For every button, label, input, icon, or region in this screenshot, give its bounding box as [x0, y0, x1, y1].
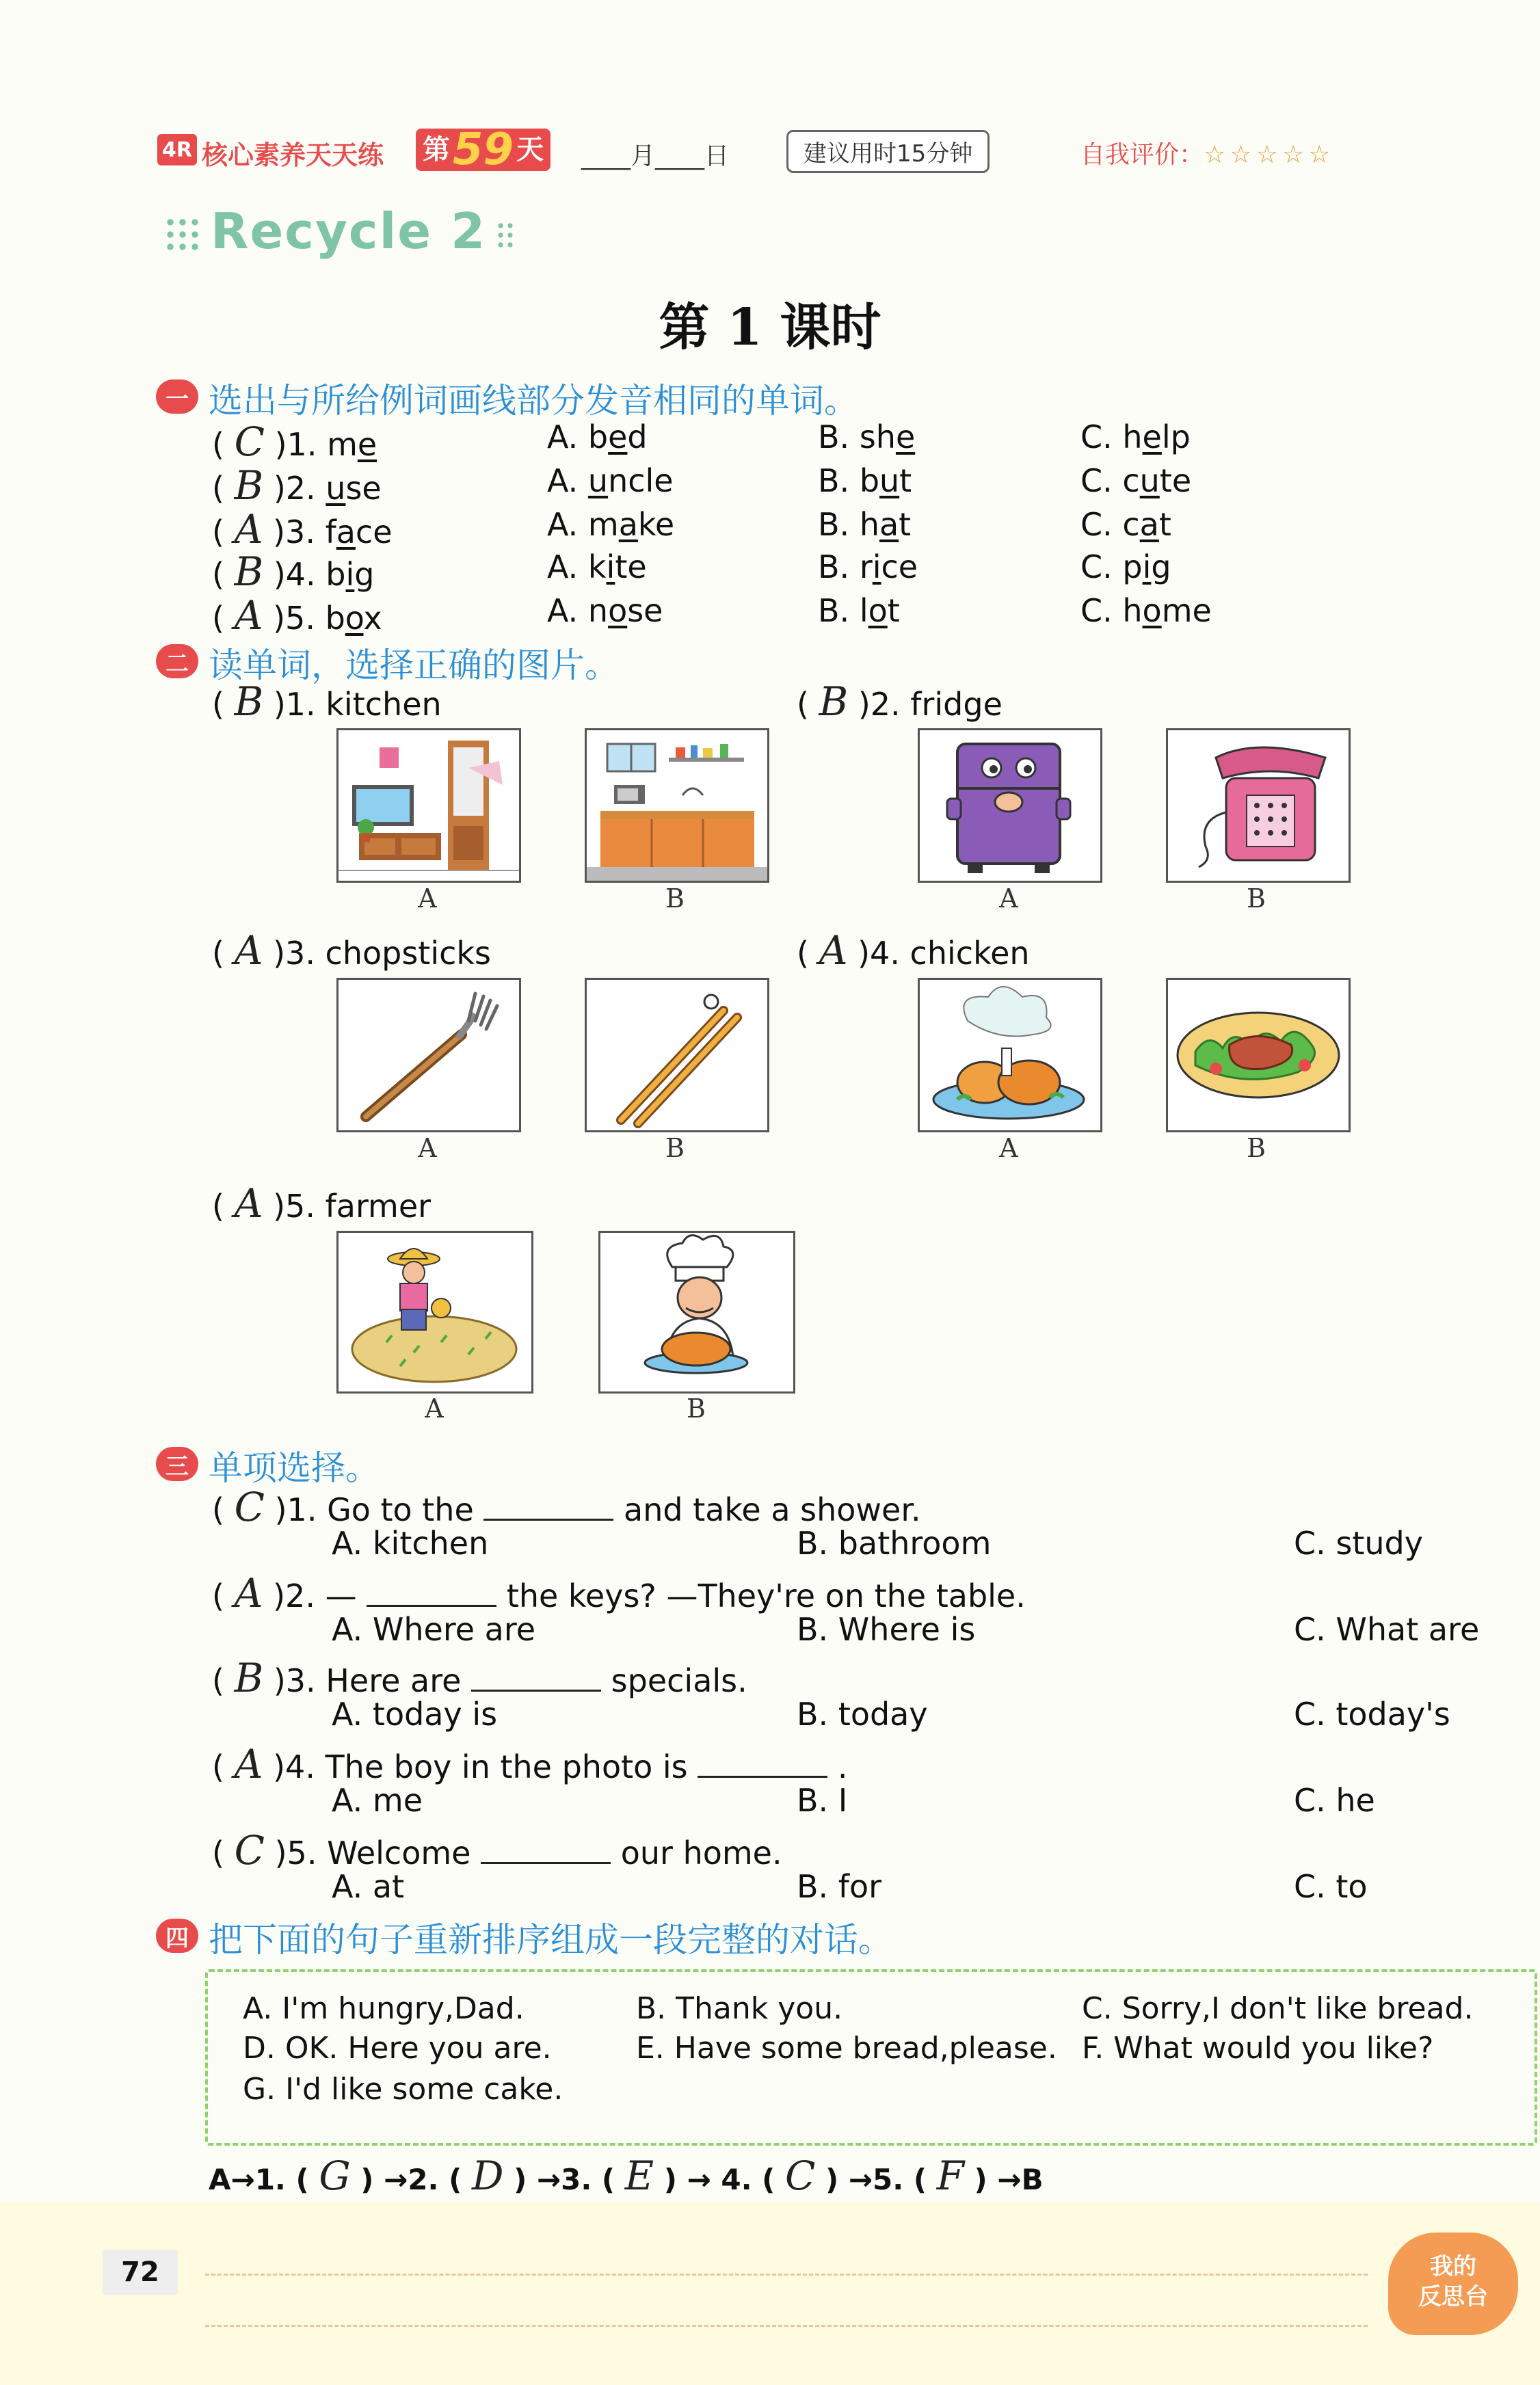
- question-number: 4.: [285, 556, 316, 593]
- question-number: 2.: [285, 1577, 315, 1614]
- picture-question-4: ( A )4. chicken: [797, 927, 1030, 974]
- question-word: 1. kitchen: [285, 686, 442, 723]
- option-b[interactable]: B. today: [797, 1696, 928, 1733]
- option-b[interactable]: B. lot: [818, 592, 900, 629]
- order-answer-2[interactable]: D: [471, 2153, 504, 2199]
- question-number: 3.: [285, 514, 315, 550]
- option-c[interactable]: C. pig: [1080, 548, 1171, 585]
- unit-title: [164, 202, 515, 260]
- dots-icon: [496, 221, 515, 248]
- option-a[interactable]: A. kitchen: [332, 1525, 489, 1562]
- option-a[interactable]: A. nose: [547, 592, 663, 629]
- self-eval-label: 自我评价：: [1080, 141, 1204, 169]
- question-number: 4.: [285, 1748, 315, 1785]
- option-label-b: B: [1247, 883, 1266, 914]
- farmer-picture[interactable]: [336, 1231, 533, 1394]
- question-number: 2.: [285, 470, 316, 507]
- question-word: 5. farmer: [285, 1188, 432, 1225]
- option-b[interactable]: B. hat: [818, 506, 912, 543]
- answer-5[interactable]: A: [234, 1180, 263, 1227]
- time-hint: 建议用时15分钟: [786, 130, 990, 173]
- mcq-question: ( A )2. — the keys? —They're on the table.: [212, 1570, 1026, 1616]
- order-sequence: A→1. ( G ) →2. ( D ) →3. ( E ) → 4. ( C ) →5. ( F ) →B: [209, 2153, 1044, 2199]
- mcq-answer[interactable]: A: [234, 1570, 263, 1616]
- day-suffix: 天: [516, 134, 544, 165]
- sequence-step-4: → 4.: [687, 2163, 752, 2196]
- roast-chicken-picture[interactable]: [918, 978, 1102, 1132]
- telephone-picture[interactable]: [1166, 728, 1351, 883]
- option-label-a: A: [418, 883, 437, 914]
- section1-title: 选出与所给例词画线部分发音相同的单词。: [209, 381, 858, 421]
- phonics-answer[interactable]: B: [234, 462, 264, 509]
- mcq-answer[interactable]: C: [234, 1827, 265, 1874]
- sequence-step-1: →1.: [230, 2163, 286, 2196]
- question-number: 1.: [287, 426, 317, 463]
- question-stem-end: the keys? —They're on the table.: [506, 1577, 1026, 1614]
- option-b[interactable]: B. I: [797, 1782, 848, 1819]
- sequence-start: A: [209, 2163, 231, 2196]
- phonics-question: ( A )3. face: [212, 506, 393, 552]
- answer-blank[interactable]: [481, 1862, 611, 1864]
- phonics-question: ( A )5. box: [212, 592, 382, 639]
- option-b[interactable]: B. bathroom: [797, 1525, 992, 1562]
- question-word: 2. fridge: [870, 686, 1003, 723]
- option-b[interactable]: B. rice: [818, 548, 918, 585]
- phonics-question: ( C )1. me: [212, 418, 377, 465]
- question-stem-end: our home.: [620, 1835, 782, 1871]
- mcq-question: ( C )5. Welcome our home.: [212, 1827, 782, 1874]
- sentence-g: G. I'd like some cake.: [243, 2072, 563, 2107]
- sequence-end: →B: [997, 2163, 1044, 2196]
- fridge-picture[interactable]: [918, 728, 1102, 883]
- question-stem-end: specials.: [611, 1662, 747, 1699]
- example-word: big: [326, 556, 375, 593]
- kitchen-picture[interactable]: [585, 728, 769, 883]
- sequence-step-2: →2.: [384, 2163, 439, 2196]
- answer-blank[interactable]: [698, 1776, 827, 1778]
- day-prefix: 第: [423, 134, 450, 165]
- reflection-line[interactable]: [205, 2325, 1368, 2327]
- phonics-answer[interactable]: C: [234, 418, 265, 465]
- mcq-question: ( B )3. Here are specials.: [212, 1655, 747, 1701]
- sentence-d: D. OK. Here you are.: [243, 2031, 552, 2066]
- order-answer-3[interactable]: E: [624, 2153, 654, 2199]
- reflection-badge: [1388, 2233, 1518, 2335]
- picture-question-5: ( A )5. farmer: [212, 1180, 432, 1227]
- question-number: 1.: [287, 1491, 317, 1528]
- option-b[interactable]: B. for: [797, 1868, 882, 1905]
- section4-title: 把下面的句子重新排序组成一段完整的对话。: [209, 1920, 892, 1960]
- question-stem: The boy in the photo is: [325, 1748, 688, 1785]
- example-word: use: [326, 470, 382, 507]
- option-c[interactable]: C. he: [1294, 1782, 1375, 1819]
- fork-picture[interactable]: [336, 978, 521, 1132]
- mcq-answer[interactable]: B: [234, 1655, 264, 1701]
- option-a[interactable]: A. Where are: [332, 1611, 536, 1648]
- option-a[interactable]: A. at: [332, 1868, 405, 1905]
- mcq-question: ( C )1. Go to the and take a shower.: [212, 1484, 921, 1530]
- option-label-a: A: [999, 883, 1018, 914]
- option-b[interactable]: B. Where is: [797, 1611, 976, 1648]
- question-number: 3.: [285, 1662, 316, 1699]
- question-number: 5.: [287, 1835, 317, 1871]
- reflection-line[interactable]: [205, 2274, 1368, 2276]
- order-answer-5[interactable]: F: [936, 2153, 964, 2199]
- option-label-b: B: [665, 1133, 685, 1163]
- option-b[interactable]: B. but: [818, 462, 912, 499]
- sentence-c: C. Sorry,I don't like bread.: [1082, 1991, 1474, 2026]
- example-word: box: [325, 600, 382, 637]
- section2-number: 二: [156, 644, 198, 678]
- reflection-line2: 反思台: [1418, 2283, 1488, 2310]
- brand-badge: 4R: [157, 134, 197, 165]
- phonics-answer[interactable]: A: [234, 506, 263, 552]
- answer-blank[interactable]: [367, 1605, 496, 1607]
- day-number: 59: [453, 124, 514, 175]
- date-field[interactable]: ____月____日: [581, 142, 730, 170]
- option-a[interactable]: A. bed: [547, 418, 648, 455]
- question-stem: Welcome: [327, 1835, 471, 1871]
- section1-number: 一: [156, 379, 198, 414]
- option-c[interactable]: C. study: [1294, 1525, 1423, 1562]
- option-label-a: A: [425, 1394, 444, 1424]
- answer-3[interactable]: A: [234, 927, 263, 974]
- sentence-e: E. Have some bread,please.: [636, 2031, 1057, 2066]
- sentence-b: B. Thank you.: [636, 1991, 843, 2026]
- footer-band: [0, 2202, 1540, 2385]
- section2-title: 读单词，选择正确的图片。: [209, 645, 619, 685]
- question-number: 5.: [285, 600, 315, 637]
- picture-question-1: ( B )1. kitchen: [212, 678, 442, 725]
- reflection-line1: 我的: [1430, 2253, 1476, 2280]
- question-stem-end: and take a shower.: [624, 1491, 921, 1528]
- dots-icon: [164, 216, 201, 253]
- cook-picture[interactable]: [598, 1231, 795, 1394]
- order-answer-4[interactable]: C: [785, 2153, 816, 2199]
- option-a[interactable]: A. kite: [547, 548, 647, 585]
- option-a[interactable]: A. make: [547, 506, 675, 543]
- sentence-f: F. What would you like?: [1082, 2031, 1434, 2066]
- answer-blank[interactable]: [471, 1690, 601, 1692]
- example-word: me: [327, 426, 377, 463]
- option-b[interactable]: B. she: [818, 418, 916, 455]
- chopsticks-picture[interactable]: [585, 978, 769, 1132]
- option-c[interactable]: C. home: [1080, 592, 1212, 629]
- section4-number: 四: [156, 1919, 198, 1953]
- option-label-b: B: [665, 883, 685, 914]
- question-stem: Here are: [326, 1662, 462, 1699]
- section3-title: 单项选择。: [209, 1448, 380, 1488]
- picture-question-2: ( B )2. fridge: [797, 678, 1003, 725]
- option-c[interactable]: C. help: [1080, 418, 1191, 455]
- self-evaluation: [1080, 135, 1334, 170]
- option-a[interactable]: A. uncle: [547, 462, 674, 499]
- picture-question-3: ( A )3. chopsticks: [212, 927, 492, 974]
- book-title: 核心素养天天练: [202, 140, 384, 170]
- question-word: 3. chopsticks: [285, 935, 492, 972]
- mcq-question: ( A )4. The boy in the photo is .: [212, 1741, 848, 1787]
- question-stem-end: .: [837, 1748, 848, 1785]
- question-word: 4. chicken: [870, 935, 1030, 972]
- living-room-picture[interactable]: [336, 728, 521, 883]
- section3-number: 三: [156, 1447, 198, 1481]
- question-stem: Go to the: [327, 1491, 474, 1528]
- option-c[interactable]: C. to: [1294, 1868, 1368, 1905]
- sequence-step-5: →5.: [848, 2163, 904, 2196]
- star-rating[interactable]: ☆☆☆☆☆: [1204, 141, 1335, 169]
- phonics-question: ( B )2. use: [212, 462, 382, 509]
- option-a[interactable]: A. today is: [332, 1696, 498, 1733]
- mcq-answer[interactable]: A: [234, 1741, 263, 1787]
- answer-blank[interactable]: [483, 1519, 613, 1521]
- option-c[interactable]: C. today's: [1294, 1696, 1450, 1733]
- page-number: 72: [103, 2250, 178, 2295]
- option-label-b: B: [687, 1394, 706, 1424]
- example-word: face: [325, 514, 393, 550]
- option-label-a: A: [999, 1133, 1018, 1163]
- sentence-a: A. I'm hungry,Dad.: [243, 1991, 525, 2026]
- option-c[interactable]: C. cute: [1080, 462, 1192, 499]
- option-label-a: A: [418, 1133, 437, 1163]
- question-stem: —: [325, 1577, 357, 1614]
- day-counter: [416, 124, 550, 175]
- mcq-answer[interactable]: C: [234, 1484, 265, 1530]
- option-c[interactable]: C. What are: [1294, 1611, 1480, 1648]
- option-c[interactable]: C. cat: [1080, 506, 1171, 543]
- order-answer-1[interactable]: G: [319, 2153, 351, 2199]
- unit-title-text: Recycle 2: [211, 202, 487, 260]
- answer-2[interactable]: B: [819, 678, 849, 725]
- phonics-question: ( B )4. big: [212, 548, 375, 595]
- lesson-title: 第 1 课时: [659, 298, 881, 357]
- phonics-answer[interactable]: A: [234, 592, 263, 639]
- option-a[interactable]: A. me: [332, 1782, 423, 1819]
- sequence-step-3: →3.: [536, 2163, 592, 2196]
- option-label-b: B: [1247, 1133, 1266, 1163]
- phonics-answer[interactable]: B: [234, 548, 264, 595]
- answer-1[interactable]: B: [234, 678, 264, 725]
- answer-4[interactable]: A: [819, 927, 848, 974]
- steak-salad-picture[interactable]: [1166, 978, 1351, 1132]
